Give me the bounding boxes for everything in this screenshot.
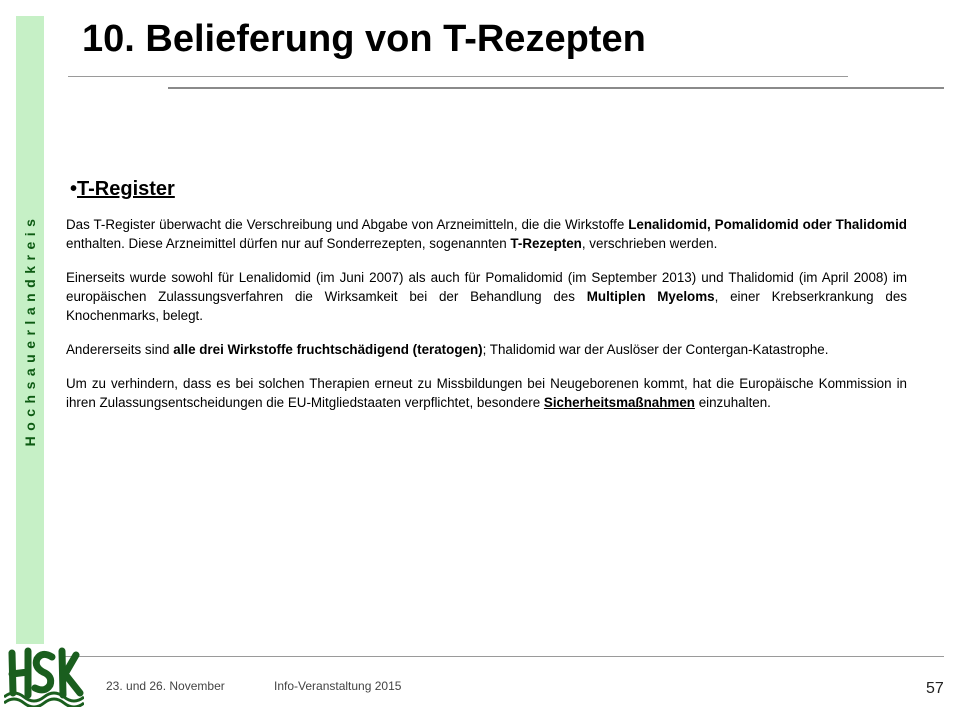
- text-run: Das T-Register überwacht die Verschreibung und Abgabe von Arzneimitteln, die die Wirkstoffe: [66, 217, 629, 232]
- text-run: einzuhalten.: [694, 395, 771, 410]
- sidebar-vertical-label: Hochsauerlandkreis: [22, 213, 38, 447]
- paragraph-teratogenic: [66, 340, 907, 359]
- slide-content: [66, 175, 907, 427]
- text-run-bold: Multiplen Myeloms: [586, 289, 715, 304]
- text-run-bold: alle drei Wirkstoffe fruchtschädigend (teratogen): [173, 342, 483, 357]
- text-run-bold-underline: Sicherheitsmaßnahmen: [543, 395, 695, 410]
- text-run: , verschrieben werden.: [581, 236, 718, 251]
- text-run: , einer Krebserkrankung des Knochenmarks, belegt.: [66, 289, 907, 323]
- page-number: 57: [926, 680, 944, 697]
- text-run: Um zu verhindern, dass es bei solchen Therapien erneut zu Missbildungen bei Neugeborenen kommt, hat die Europäische Kommission in ihren Zulassungsentscheidungen die EU-Mitgliedstaaten verpflichtet, besondere: [66, 376, 907, 410]
- text-run-bold: Lenalidomid, Pomalidomid oder Thalidomid: [628, 217, 907, 232]
- text-run: enthalten. Diese Arzneimittel dürfen nur auf Sonderrezepten, sogenannten: [66, 236, 511, 251]
- title-underline: [68, 76, 848, 77]
- title-underline-secondary: [168, 87, 944, 89]
- paragraph-t-register: [66, 215, 907, 253]
- paragraph-safety-measures: [66, 374, 907, 412]
- footer-date: 23. und 26. November: [106, 679, 225, 693]
- text-run: ; Thalidomid war der Auslöser der Contergan-Katastrophe.: [482, 342, 829, 357]
- footer-rule: [60, 656, 944, 657]
- text-run: Einerseits wurde sowohl für Lenalidomid (im Juni 2007) als auch für Pomalidomid (im September 2013) und Thalidomid (im April 2008) im europäischen Zulassungsverfahren die Wirksamkeit bei der Behandlung des: [66, 270, 907, 304]
- text-run-bold: T-Rezepten: [510, 236, 582, 251]
- section-heading-text: T-Register: [77, 178, 175, 200]
- bullet-icon: •: [70, 178, 78, 200]
- footer-event: Info-Veranstaltung 2015: [274, 679, 402, 693]
- hsk-logo: [4, 643, 84, 707]
- section-heading: [70, 175, 907, 203]
- text-run: Andererseits sind: [66, 342, 174, 357]
- paragraph-efficacy: [66, 268, 907, 325]
- slide-title: 10. Belieferung von T-Rezepten: [82, 18, 646, 60]
